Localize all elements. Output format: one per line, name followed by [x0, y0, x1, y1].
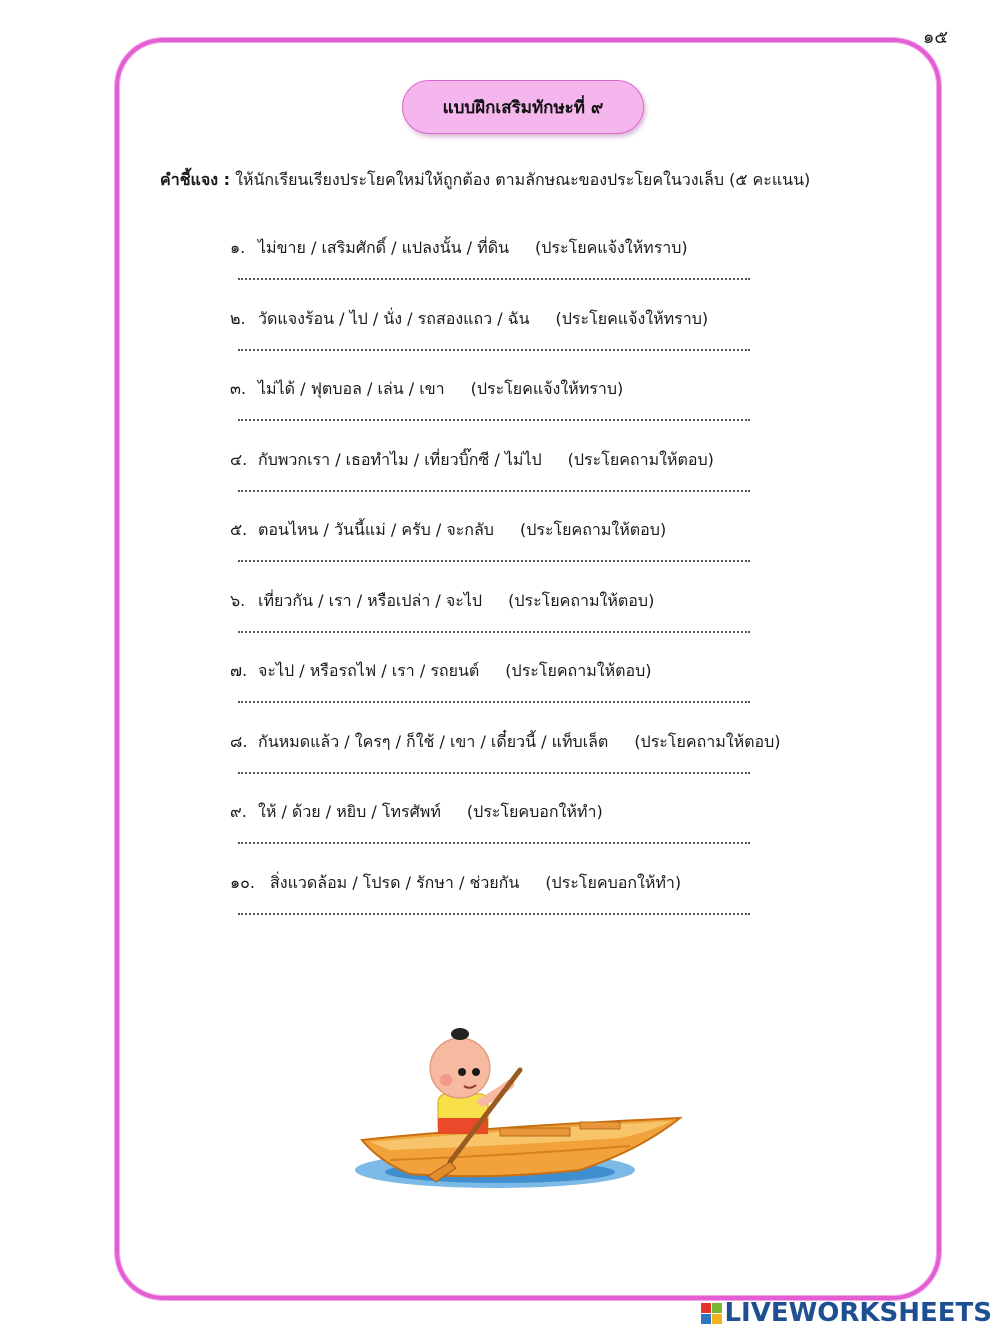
item-sentence-type: (ประโยคถามให้ตอบ): [567, 450, 714, 469]
worksheet-title-text: แบบฝึกเสริมทักษะที่ ๙: [442, 97, 604, 118]
answer-line[interactable]: [238, 913, 750, 915]
item-words: กับพวกเรา / เธอทำไม / เที่ยวบิ๊กซี / ไม่ไป: [258, 450, 542, 469]
item-words: ตอนไหน / วันนี้แม่ / ครับ / จะกลับ: [258, 520, 494, 539]
item-words: สิ่งแวดล้อม / โปรด / รักษา / ช่วยกัน: [270, 873, 520, 892]
answer-line[interactable]: [238, 701, 750, 703]
item-sentence-type: (ประโยคแจ้งให้ทราบ): [555, 309, 709, 328]
item-number: ๔.: [230, 450, 248, 469]
answer-line[interactable]: [238, 349, 750, 351]
item-words: ไม่ได้ / ฟุตบอล / เล่น / เขา: [258, 379, 445, 398]
worksheet-title: [402, 80, 644, 134]
answer-line[interactable]: [238, 842, 750, 844]
exercise-item-4: [230, 448, 830, 518]
liveworksheets-logo: [701, 1298, 992, 1328]
item-number: ๓.: [230, 379, 247, 398]
item-sentence-type: (ประโยคแจ้งให้ทราบ): [470, 379, 624, 398]
exercise-item-7: [230, 659, 830, 729]
boy-rowing-boat-image: [350, 1022, 690, 1202]
logo-text: LIVEWORKSHEETS: [724, 1298, 992, 1328]
page-number: ๑๕: [922, 27, 948, 48]
exercise-item-9: [230, 800, 830, 870]
item-sentence-type: (ประโยคถามให้ตอบ): [508, 591, 655, 610]
instructions-label: คำชี้แจง :: [160, 170, 231, 189]
logo-squares-icon: [701, 1303, 722, 1324]
item-number: ๑๐.: [230, 873, 256, 892]
instructions: [160, 168, 860, 193]
exercise-item-8: [230, 730, 830, 800]
item-number: ๘.: [230, 732, 248, 751]
answer-line[interactable]: [238, 419, 750, 421]
item-sentence-type: (ประโยคแจ้งให้ทราบ): [535, 238, 688, 257]
item-number: ๖.: [230, 591, 246, 610]
item-number: ๒.: [230, 309, 246, 328]
item-words: วัดแจงร้อน / ไป / นั่ง / รถสองแถว / ฉัน: [258, 309, 530, 328]
answer-line[interactable]: [238, 490, 750, 492]
item-sentence-type: (ประโยคบอกให้ทำ): [545, 873, 682, 892]
item-sentence-type: (ประโยคถามให้ตอบ): [634, 732, 781, 751]
instructions-text: ให้นักเรียนเรียงประโยคใหม่ให้ถูกต้อง ตามลักษณะของประโยคในวงเล็บ (๕ คะแนน): [230, 170, 811, 189]
item-words: ให้ / ด้วย / หยิบ / โทรศัพท์: [258, 802, 441, 821]
item-number: ๑.: [230, 238, 246, 257]
item-words: เที่ยวกัน / เรา / หรือเปล่า / จะไป: [258, 591, 483, 610]
answer-line[interactable]: [238, 631, 750, 633]
exercise-item-2: [230, 307, 830, 377]
answer-line[interactable]: [238, 560, 750, 562]
item-sentence-type: (ประโยคถามให้ตอบ): [505, 661, 652, 680]
answer-line[interactable]: [238, 278, 750, 280]
item-sentence-type: (ประโยคบอกให้ทำ): [466, 802, 603, 821]
item-words: กันหมดแล้ว / ใครๆ / ก็ใช้ / เขา / เดี๋ยวนี้ / แท็บเล็ต: [258, 732, 609, 751]
exercise-item-5: [230, 518, 830, 588]
exercise-item-6: [230, 589, 830, 659]
exercise-item-10: [230, 871, 830, 941]
answer-line[interactable]: [238, 772, 750, 774]
item-sentence-type: (ประโยคถามให้ตอบ): [519, 520, 667, 539]
item-number: ๕.: [230, 520, 248, 539]
item-number: ๗.: [230, 661, 248, 680]
item-number: ๙.: [230, 802, 247, 821]
item-words: ไม่ขาย / เสริมศักดิ์ / แปลงนั้น / ที่ดิน: [258, 238, 510, 257]
item-words: จะไป / หรือรถไฟ / เรา / รถยนต์: [258, 661, 480, 680]
exercise-item-1: [230, 236, 830, 306]
exercise-item-3: [230, 377, 830, 447]
